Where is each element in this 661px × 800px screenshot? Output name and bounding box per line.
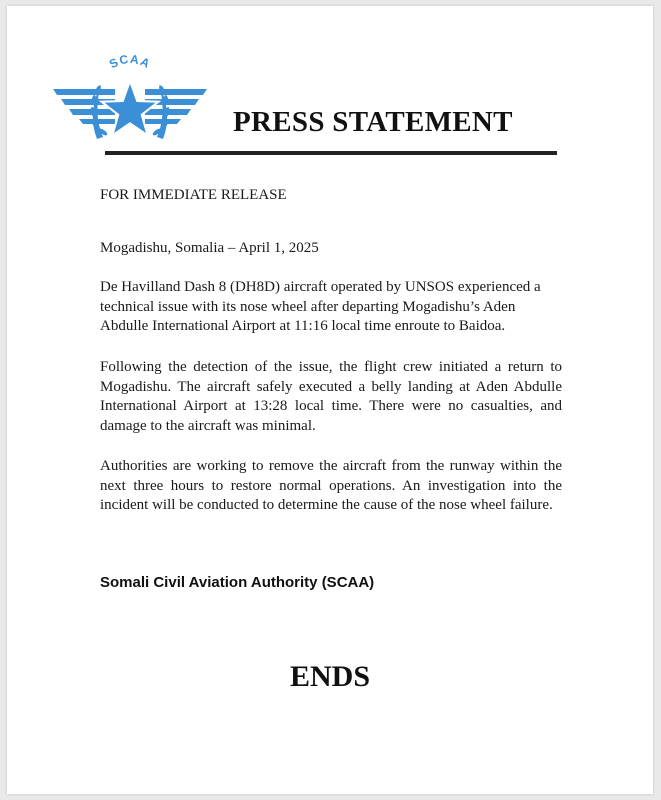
- scaa-logo: [45, 44, 215, 154]
- dateline: Mogadishu, Somalia – April 1, 2025: [100, 240, 319, 256]
- ends-marker: ENDS: [289, 660, 371, 693]
- paragraph-3: Authorities are working to remove the aircraft from the runway within the next three hours to restore normal operations. An investigation into the incident will be conducted to determine the cause of the nose wheel failure.: [100, 458, 562, 513]
- title-divider: [105, 151, 557, 155]
- release-label: FOR IMMEDIATE RELEASE: [100, 187, 287, 203]
- page-title: PRESS STATEMENT: [233, 106, 513, 138]
- signature: Somali Civil Aviation Authority (SCAA): [100, 574, 375, 591]
- logo-text: SCAA: [106, 51, 154, 72]
- svg-text:SCAA: [107, 52, 153, 71]
- paragraph-2: Following the detection of the issue, the flight crew initiated a return to Mogadishu. The aircraft safely executed a belly landing at Aden Abdulle International Airport at 13:28 local time. There were no casualties, and damage to the aircraft was minimal.: [100, 359, 562, 434]
- press-statement-page: [7, 6, 653, 794]
- paragraph-1: De Havilland Dash 8 (DH8D) aircraft operated by UNSOS experienced a technical issue with its nose wheel after departing Mogadishu’s Aden Abdulle International Airport at 11:16 local time enroute to Baidoa.: [100, 279, 541, 334]
